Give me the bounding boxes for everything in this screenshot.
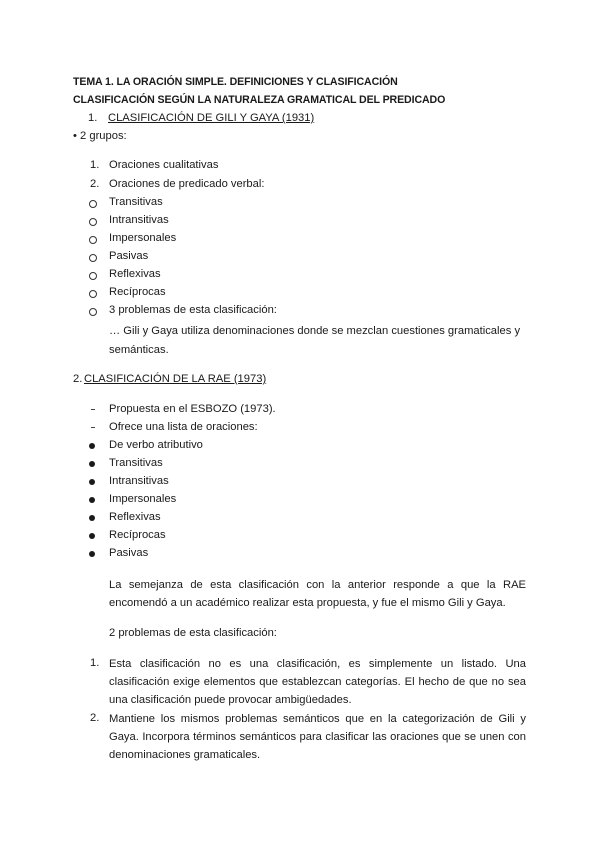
groups-line: • 2 grupos: — [73, 130, 127, 142]
circle-bullet-icon — [89, 236, 97, 244]
list-item: De verbo atributivo — [109, 439, 203, 451]
problem-item: Esta clasificación no es una clasificación, es simplemente un listado. Una clasificación exige elementos que establezcan categorías. El hecho de que no sea una clasificación puede provocar ambigüedades. — [109, 658, 526, 706]
dash-bullet-icon — [91, 409, 95, 410]
list-number: 1. — [90, 159, 100, 171]
problems-intro: 2 problemas de esta clasificación: — [109, 627, 277, 639]
bullet-icon — [89, 461, 95, 467]
list-item: Pasivas — [109, 250, 149, 262]
section2-heading: CLASIFICACIÓN DE LA RAE (1973) — [84, 373, 267, 385]
list-item: Ofrece una lista de oraciones: — [109, 421, 258, 433]
list-item: Impersonales — [109, 232, 177, 244]
list-item: Impersonales — [109, 493, 177, 505]
list-number: 2. — [90, 712, 100, 724]
list-number: 2. — [90, 178, 100, 190]
list-item: Transitivas — [109, 196, 163, 208]
problem-item: Mantiene los mismos problemas semánticos que en la categorización de Gili y Gaya. Incorpora términos semánticos para clasificar las oraciones que se unen con denominaciones gramaticales. — [109, 713, 526, 761]
problem-text: … Gili y Gaya utiliza denominaciones donde se mezclan cuestiones gramaticales y semánticas. — [109, 325, 521, 356]
bullet-icon — [89, 497, 95, 503]
list-item: Intransitivas — [109, 475, 169, 487]
circle-bullet-icon — [89, 218, 97, 226]
list-number: 1. — [90, 657, 100, 669]
list-item: 3 problemas de esta clasificación: — [109, 304, 277, 316]
doc-subtitle: CLASIFICACIÓN SEGÚN LA NATURALEZA GRAMATICAL DEL PREDICADO — [73, 94, 446, 106]
section1-number: 1. — [88, 112, 98, 124]
circle-bullet-icon — [89, 290, 97, 298]
list-item: Recíprocas — [109, 286, 166, 298]
circle-bullet-icon — [89, 308, 97, 316]
bullet-icon — [89, 479, 95, 485]
list-item: Oraciones cualitativas — [109, 159, 219, 171]
list-item: Transitivas — [109, 457, 163, 469]
doc-title: TEMA 1. LA ORACIÓN SIMPLE. DEFINICIONES Y CLASIFICACIÓN — [73, 76, 398, 88]
bullet-icon — [89, 533, 95, 539]
list-item: Oraciones de predicado verbal: — [109, 178, 265, 190]
bullet-icon — [89, 443, 95, 449]
circle-bullet-icon — [89, 200, 97, 208]
list-item: Pasivas — [109, 547, 149, 559]
list-item: Reflexivas — [109, 511, 161, 523]
bullet-icon — [89, 515, 95, 521]
dash-bullet-icon — [91, 427, 95, 428]
section2-number: 2. — [73, 373, 83, 385]
bullet-icon — [89, 551, 95, 557]
list-item: Propuesta en el ESBOZO (1973). — [109, 403, 276, 415]
circle-bullet-icon — [89, 254, 97, 262]
paragraph: La semejanza de esta clasificación con la anterior responde a que la RAE encomendó a un académico realizar esta propuesta, y fue el mismo Gili y Gaya. — [109, 579, 526, 609]
list-item: Recíprocas — [109, 529, 166, 541]
section1-heading: CLASIFICACIÓN DE GILI Y GAYA (1931) — [108, 112, 315, 124]
list-item: Reflexivas — [109, 268, 161, 280]
circle-bullet-icon — [89, 272, 97, 280]
list-item: Intransitivas — [109, 214, 169, 226]
